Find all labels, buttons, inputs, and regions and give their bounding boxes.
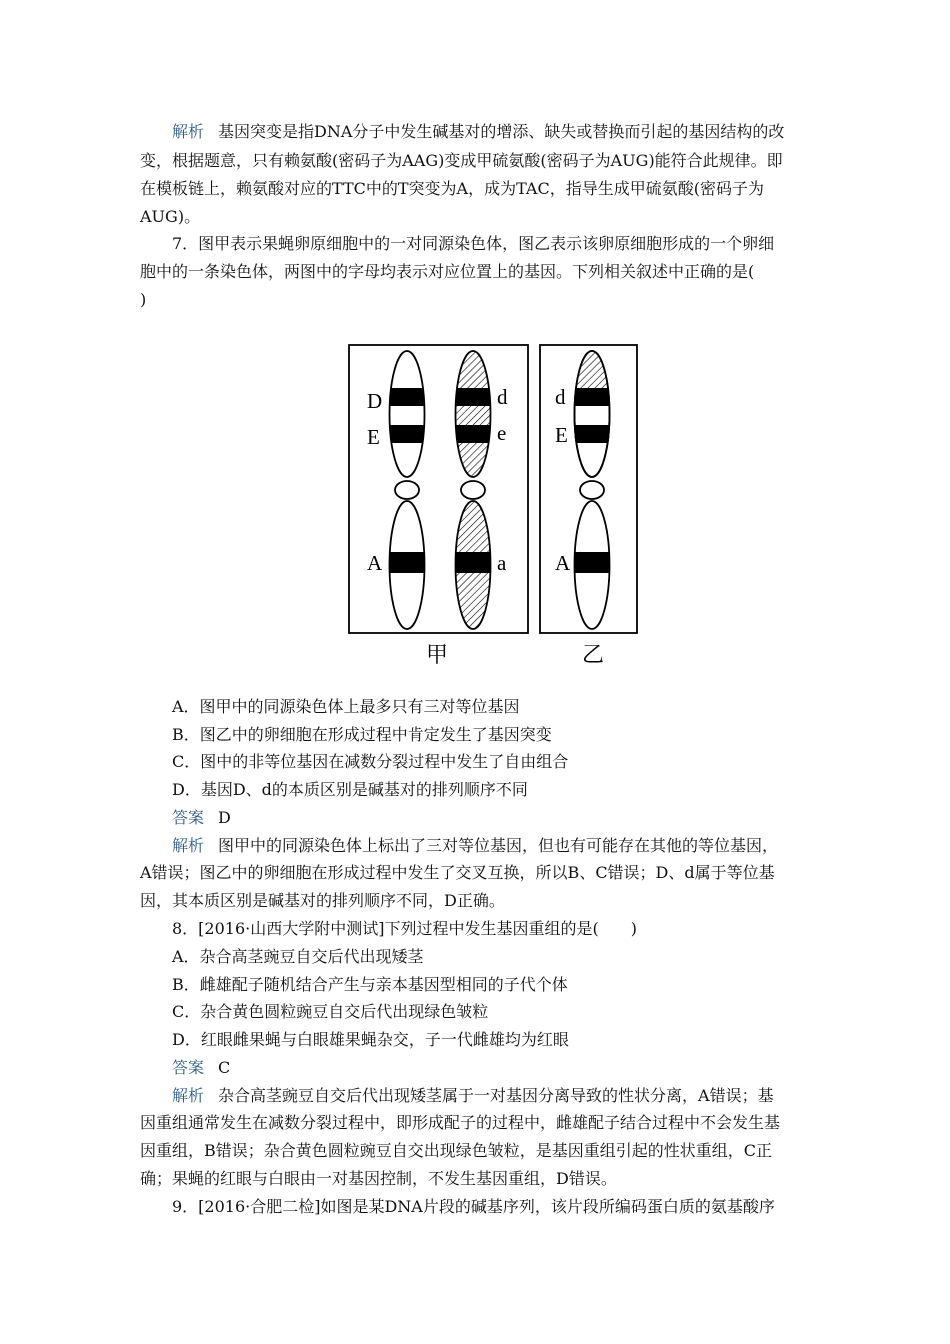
gene-band [388,552,426,573]
gene-label: D [367,389,383,413]
chromosome-figure [318,318,666,690]
analysis-line: 确；果蝇的红眼与白眼由一对基因控制，不发生基因重组，D错误。 [140,1169,617,1188]
gene-label: e [497,421,507,445]
panel-jia-label: 甲 [426,643,449,668]
gene-band [573,425,611,443]
answer-line [172,1058,852,1078]
question-stem: 8．[2016·山西大学附中测试]下列过程中发生基因重组的是( ) [172,919,637,938]
option-d: D．基因D、d的本质区别是碱基对的排列顺序不同 [172,780,528,799]
gene-band [388,425,426,443]
analysis-label: 解析 [172,122,205,141]
gene-band [388,388,426,406]
option-b: B．图乙中的卵细胞在形成过程中肯定发生了基因突变 [172,725,552,744]
option-a: A．图甲中的同源染色体上最多只有三对等位基因 [172,697,520,716]
gene-band [454,552,492,573]
question-stem: 9．[2016·合肥二检]如图是某DNA片段的碱基序列，该片段所编码蛋白质的氨基酸序 [172,1197,775,1216]
option-b: B．雌雄配子随机结合产生与亲本基因型相同的子代个体 [172,975,568,994]
answer-value: D [218,808,231,827]
analysis-line: 因重组，B错误；杂合黄色圆粒豌豆自交出现绿色皱粒，是基因重组引起的性状重组，C正 [140,1141,773,1160]
chromosome-diagram [318,318,666,690]
option-c: C．图中的非等位基因在减数分裂过程中发生了自由组合 [172,752,569,771]
gene-label: d [555,385,566,409]
answer-line [172,808,852,828]
gene-label: E [367,425,380,449]
gene-label: E [555,423,568,447]
analysis-line: 因，其本质区别是碱基对的排列顺序不同，D正确。 [140,891,505,910]
gene-band [573,552,611,573]
analysis-line: 在模板链上，赖氨酸对应的TTC中的T突变为A，成为TAC，指导生成甲硫氨酸(密码子为 [140,179,764,198]
hatched-segment [573,348,611,388]
gene-band [573,388,611,406]
gene-label: A [367,551,383,575]
answer-label: 答案 [172,808,205,827]
chromosome-3 [573,348,611,629]
option-a: A．杂合高茎豌豆自交后代出现矮茎 [172,947,424,966]
centromere [395,481,419,499]
answer-label: 答案 [172,1058,205,1077]
chromosome-2 [454,351,492,629]
chromosome-1 [388,351,426,629]
analysis-line: 解析 图甲中的同源染色体上标出了三对等位基因，但也有可能存在其他的等位基因， [172,836,779,855]
answer-value: C [218,1058,231,1077]
analysis-line: AUG)。 [140,207,201,226]
centromere [580,481,604,499]
gene-label: d [497,385,508,409]
analysis-line: 因重组通常发生在减数分裂过程中，即形成配子的过程中，雌雄配子结合过程中不会发生基 [140,1113,781,1132]
gene-band [454,388,492,406]
question-stem: 胞中的一条染色体，两图中的字母均表示对应位置上的基因。下列相关叙述中正确的是( [140,262,755,281]
analysis-label: 解析 [172,836,205,855]
analysis-label: 解析 [172,1086,205,1105]
analysis-line: 解析 杂合高茎豌豆自交后代出现矮茎属于一对基因分离导致的性状分离，A错误；基 [172,1086,774,1105]
analysis-line: 解析 基因突变是指DNA分子中发生碱基对的增添、缺失或替换而引起的基因结构的改 [172,122,785,141]
gene-label: A [555,551,571,575]
gene-label: a [497,551,507,575]
analysis-line: A错误；图乙中的卵细胞在形成过程中发生了交叉互换，所以B、C错误；D、d属于等位基 [140,863,775,882]
question-stem: ) [140,290,147,309]
centromere [461,481,485,499]
panel-yi-label: 乙 [582,643,605,668]
gene-band [454,425,492,443]
option-d: D．红眼雌果蝇与白眼雄果蝇杂交，子一代雌雄均为红眼 [172,1030,569,1049]
option-c: C．杂合黄色圆粒豌豆自交后代出现绿色皱粒 [172,1002,489,1021]
analysis-line: 变，根据题意，只有赖氨酸(密码子为AAG)变成甲硫氨酸(密码子为AUG)能符合此规律。即 [140,151,783,170]
question-stem: 7．图甲表示果蝇卵原细胞中的一对同源染色体，图乙表示该卵原细胞形成的一个卵细 [172,234,775,253]
